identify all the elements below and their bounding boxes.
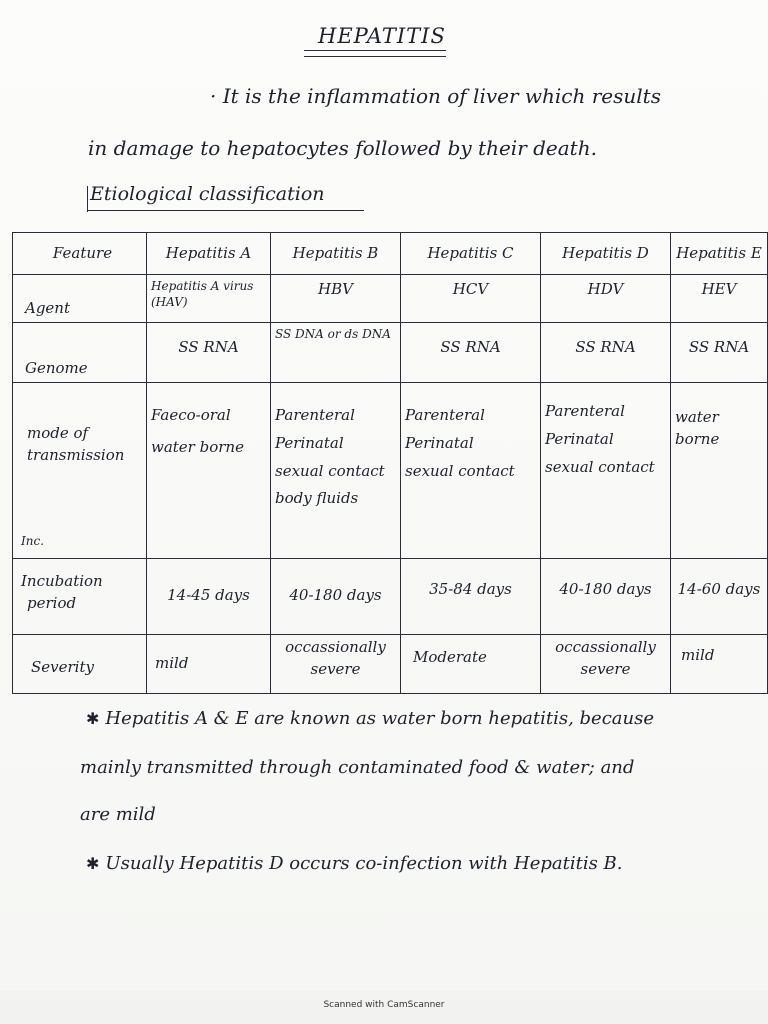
header-hepatitis-d: Hepatitis D	[540, 233, 670, 274]
mode-e-line: water borne	[675, 408, 720, 448]
note-1-text: Hepatitis A & E are known as water born hepatitis, because	[105, 708, 654, 729]
mode-d-line: Perinatal	[545, 429, 614, 448]
severity-hepatitis-a: mild	[146, 635, 270, 693]
etiology-table	[12, 232, 768, 694]
genome-hepatitis-d: SS RNA	[540, 323, 670, 382]
severity-b-line: occassionally	[285, 638, 386, 656]
incubation-hepatitis-b: 40-180 days	[270, 559, 400, 634]
genome-hepatitis-b: SS DNA or ds DNA	[270, 323, 400, 382]
severity-d-line: severe	[580, 659, 631, 678]
note-2	[86, 853, 622, 874]
row-label-incubation	[12, 559, 146, 634]
incubation-label-line-1: Incubation	[21, 572, 103, 590]
agent-hepatitis-c: HCV	[400, 275, 540, 322]
mode-label-line-1: mode of	[27, 424, 89, 442]
mode-a-line: water borne	[151, 437, 244, 456]
table-row-severity	[12, 634, 768, 694]
mode-b-line: Perinatal	[275, 433, 344, 452]
note-1-line-2: mainly transmitted through contaminated food & water; and	[80, 757, 635, 778]
agent-hepatitis-b: HBV	[270, 275, 400, 322]
severity-hepatitis-d	[540, 635, 670, 693]
header-feature: Feature	[12, 233, 146, 274]
star-bullet-icon: ✱	[86, 854, 100, 873]
title-underline	[304, 56, 446, 57]
table-row-incubation-period	[12, 558, 768, 634]
section-heading: Etiological classification	[90, 183, 325, 205]
intro-line-2: in damage to hepatocytes followed by their death.	[88, 136, 597, 160]
mode-hepatitis-d	[540, 383, 670, 558]
scanner-watermark: Scanned with CamScanner	[323, 1000, 445, 1010]
table-header-row	[12, 232, 768, 274]
header-hepatitis-a: Hepatitis A	[146, 233, 270, 274]
agent-label: Agent	[25, 299, 70, 318]
incubation-hepatitis-a: 14-45 days	[146, 559, 270, 634]
mode-hepatitis-e	[670, 383, 768, 558]
agent-hepatitis-a: Hepatitis A virus (HAV)	[146, 275, 270, 322]
note-2-text: Usually Hepatitis D occurs co-infection with Hepatitis B.	[105, 853, 623, 874]
row-label-mode	[12, 383, 146, 558]
genome-label: Genome	[25, 359, 88, 378]
genome-hepatitis-a: SS RNA	[146, 323, 270, 382]
genome-hepatitis-c: SS RNA	[400, 323, 540, 382]
mode-b-line: body fluids	[275, 489, 359, 508]
mode-c-line: Parenteral	[405, 406, 485, 424]
table-row-genome	[12, 322, 768, 382]
incubation-hepatitis-d: 40-180 days	[540, 559, 670, 634]
intro-line-1: · It is the inflammation of liver which results	[210, 84, 661, 108]
agent-hepatitis-d: HDV	[540, 275, 670, 322]
mode-label-line-2: transmission	[27, 445, 125, 464]
mode-c-line: Perinatal	[405, 433, 474, 452]
row-label-severity	[12, 635, 146, 693]
severity-label: Severity	[31, 658, 94, 676]
table-row-mode-of-transmission	[12, 382, 768, 558]
mode-d-line: Parenteral	[545, 402, 625, 420]
mode-hepatitis-c	[400, 383, 540, 558]
mode-d-line: sexual contact	[545, 457, 655, 476]
mode-a-line: Faeco-oral	[151, 406, 231, 424]
mode-hepatitis-b	[270, 383, 400, 558]
severity-hepatitis-b	[270, 635, 400, 693]
section-heading-bar	[87, 186, 88, 212]
mode-label-extra: Inc.	[21, 533, 45, 548]
incubation-hepatitis-e: 14-60 days	[670, 559, 768, 634]
severity-d-line: occassionally	[555, 638, 656, 656]
table-row-agent	[12, 274, 768, 322]
agent-hepatitis-e: HEV	[670, 275, 768, 322]
severity-b-line: severe	[310, 659, 361, 678]
incubation-label-line-2: period	[27, 593, 77, 612]
header-hepatitis-c: Hepatitis C	[400, 233, 540, 274]
row-label-genome	[12, 323, 146, 382]
row-label-agent	[12, 275, 146, 322]
mode-c-line: sexual contact	[405, 461, 515, 480]
header-hepatitis-e: Hepatitis E	[670, 233, 768, 274]
mode-hepatitis-a	[146, 383, 270, 558]
genome-hepatitis-e: SS RNA	[670, 323, 768, 382]
mode-b-line: Parenteral	[275, 406, 355, 424]
note-1-line-3: are mild	[80, 804, 156, 825]
section-heading-underline	[88, 210, 364, 211]
incubation-hepatitis-c: 35-84 days	[400, 559, 540, 634]
title-underline	[304, 50, 446, 51]
severity-hepatitis-c: Moderate	[400, 635, 540, 693]
severity-hepatitis-e: mild	[670, 635, 768, 693]
mode-b-line: sexual contact	[275, 461, 385, 480]
note-1-line-1	[86, 708, 654, 729]
star-bullet-icon: ✱	[86, 709, 100, 728]
header-hepatitis-b: Hepatitis B	[270, 233, 400, 274]
page-title: HEPATITIS	[318, 24, 446, 48]
